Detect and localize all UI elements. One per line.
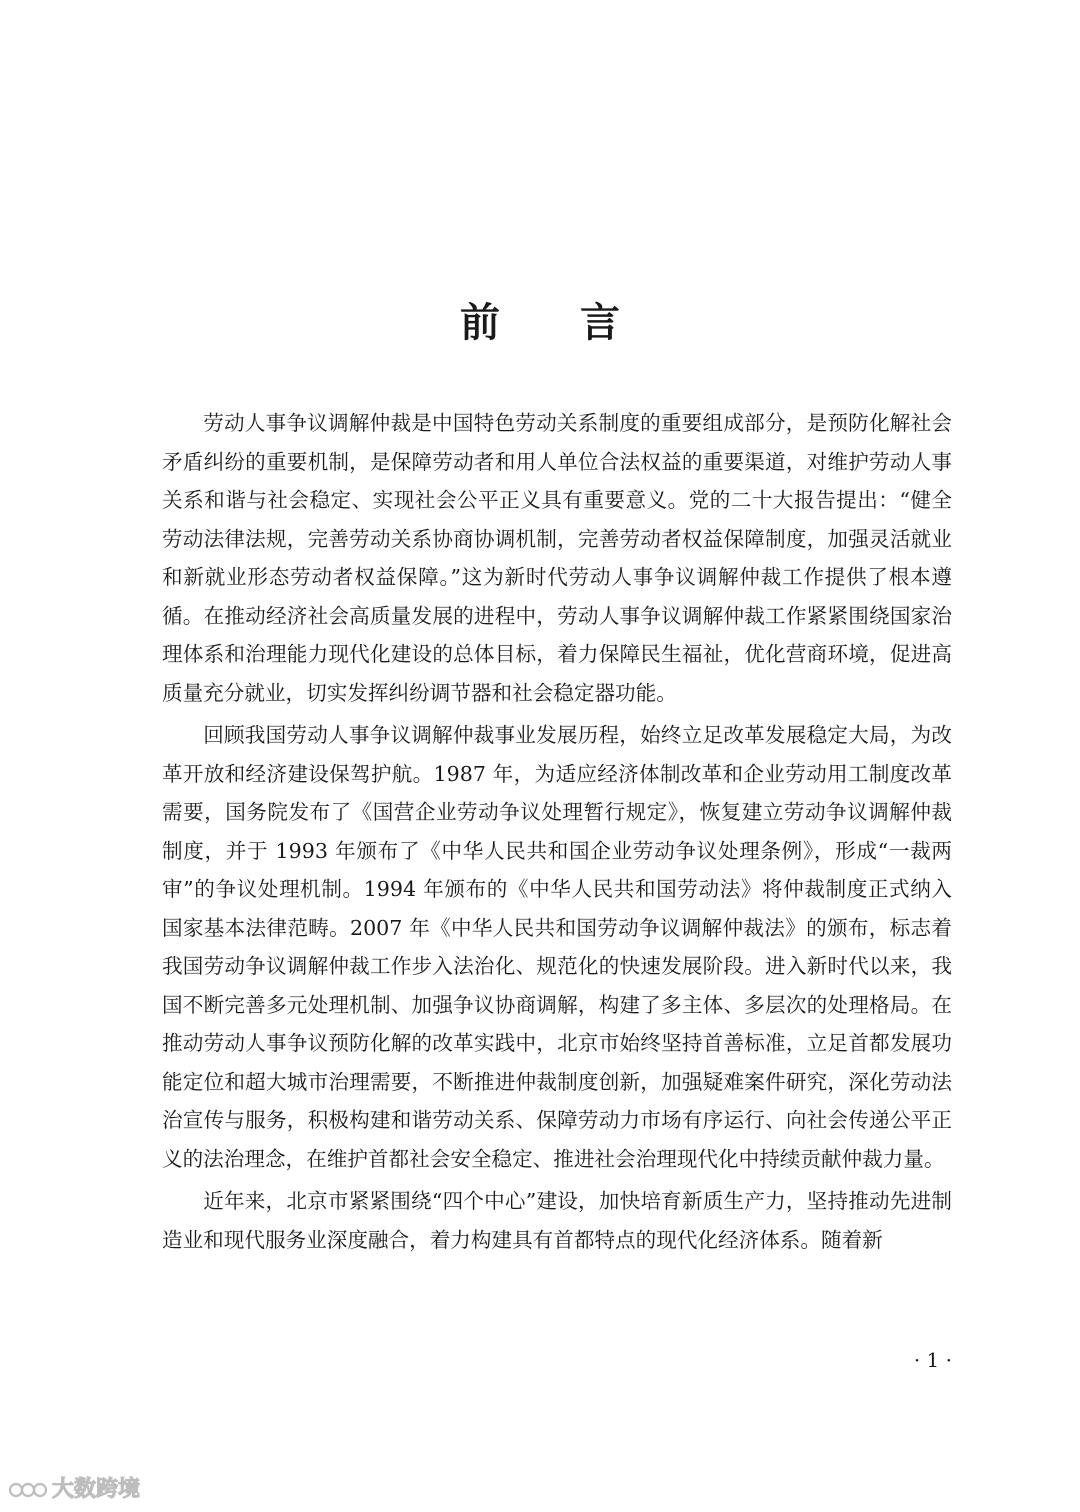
page-title: [0, 293, 1080, 353]
body-text: [162, 404, 952, 1263]
title-char-2: 言: [580, 299, 620, 346]
paragraph-1: 劳动人事争议调解仲裁是中国特色劳动关系制度的重要组成部分，是预防化解社会矛盾纠纷的重要机制，是保障劳动者和用人单位合法权益的重要渠道，对维护劳动人事关系和谐与社会稳定、实现社会公平正义具有重要意义。党的二十大报告提出：“健全劳动法律法规，完善劳动关系协商协调机制，完善劳动者权益保障制度，加强灵活就业和新就业形态劳动者权益保障。”这为新时代劳动人事争议调解仲裁工作提供了根本遵循。在推动经济社会高质量发展的进程中，劳动人事争议调解仲裁工作紧紧围绕国家治理体系和治理能力现代化建设的总体目标，着力保障民生福祉，优化营商环境，促进高质量充分就业，切实发挥纠纷调节器和社会稳定器功能。: [162, 411, 952, 705]
watermark: [8, 1474, 140, 1506]
page-number: · 1 ·: [913, 1348, 952, 1372]
title-char-1: 前: [460, 299, 500, 346]
paragraph-3: 近年来，北京市紧紧围绕“四个中心”建设，加快培育新质生产力，坚持推动先进制造业和现代服务业深度融合，着力构建具有首都特点的现代化经济体系。随着新: [162, 1189, 952, 1252]
paragraph-2: 回顾我国劳动人事争议调解仲裁事业发展历程，始终立足改革发展稳定大局，为改革开放和经济建设保驾护航。1987 年，为适应经济体制改革和企业劳动用工制度改革需要，国务院发布了《国营企业劳动争议处理暂行规定》，恢复建立劳动争议调解仲裁制度，并于 1993 年颁布了《中华人民共和国企业劳动争议处理条例》，形成“一裁两审”的争议处理机制。1994 年颁布的《中华人民共和国劳动法》将仲裁制度正式纳入国家基本法律范畴。2007 年《中华人民共和国劳动争议调解仲裁法》的颁布，标志着我国劳动争议调解仲裁工作步入法治化、规范化的快速发展阶段。进入新时代以来，我国不断完善多元处理机制、加强争议协商调解，构建了多主体、多层次的处理格局。在推动劳动人事争议预防化解的改革实践中，北京市始终坚持首善标准，立足首都发展功能定位和超大城市治理需要，不断推进仲裁制度创新，加强疑难案件研究，深化劳动法治宣传与服务，积极构建和谐劳动关系、保障劳动力市场有序运行、向社会传递公平正义的法治理念，在维护首都社会安全稳定、推进社会治理现代化中持续贡献仲裁力量。: [162, 723, 952, 1171]
dashuju-logo-icon: [8, 1477, 48, 1503]
watermark-text: 大数跨境: [52, 1477, 141, 1502]
